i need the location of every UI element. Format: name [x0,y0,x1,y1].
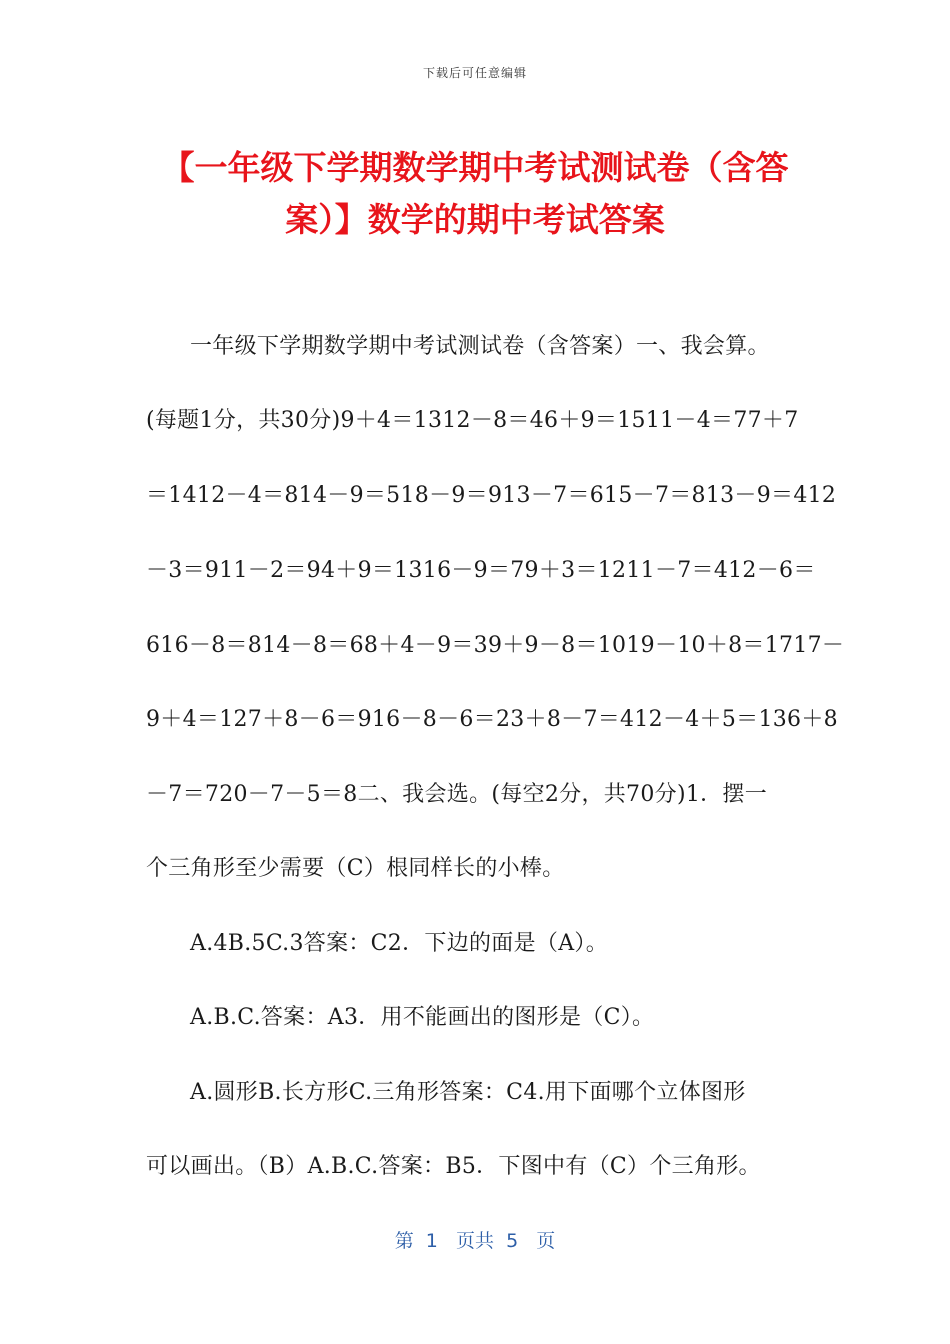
paragraph-line: A.B.C.答案：A3．用不能画出的图形是（C）。 [190,1005,655,1030]
paragraph-line: －3＝911－2＝94＋9＝1316－9＝79＋3＝1211－7＝412－6＝ [146,558,816,583]
header-note: 下载后可任意编辑 [422,66,527,80]
paragraph-line: A.4B.5C.3答案：C2．下边的面是（A）。 [190,931,608,956]
paragraph-line: 616－8＝814－8＝68＋4－9＝39＋9－8＝1019－10＋8＝1717－ [146,633,845,658]
title-line-1: 【一年级下学期数学期中考试测试卷（含答 [161,148,789,187]
paragraph-line: 个三角形至少需要（C）根同样长的小棒。 [146,856,565,881]
page-footer: 第 1 页共 5 页 [394,1230,556,1252]
paragraph-line: －7＝720－7－5＝8二、我会选。(每空2分，共70分)1．摆一 [146,782,768,807]
paragraph-line: (每题1分，共30分)9＋4＝1312－8＝46＋9＝1511－4＝77＋7 [146,408,799,433]
paragraph-line: 可以画出。（B）A.B.C.答案：B5．下图中有（C）个三角形。 [146,1154,761,1179]
paragraph-line: ＝1412－4＝814－9＝518－9＝913－7＝615－7＝813－9＝412 [146,483,837,508]
paragraph-line: A.圆形B.长方形C.三角形答案：C4.用下面哪个立体图形 [190,1080,746,1105]
title-line-2: 案）】数学的期中考试答案 [285,200,665,239]
paragraph-line: 9＋4＝127＋8－6＝916－8－6＝23＋8－7＝412－4＋5＝136＋8 [146,707,838,732]
paragraph-line: 一年级下学期数学期中考试测试卷（含答案）一、我会算。 [190,334,770,359]
